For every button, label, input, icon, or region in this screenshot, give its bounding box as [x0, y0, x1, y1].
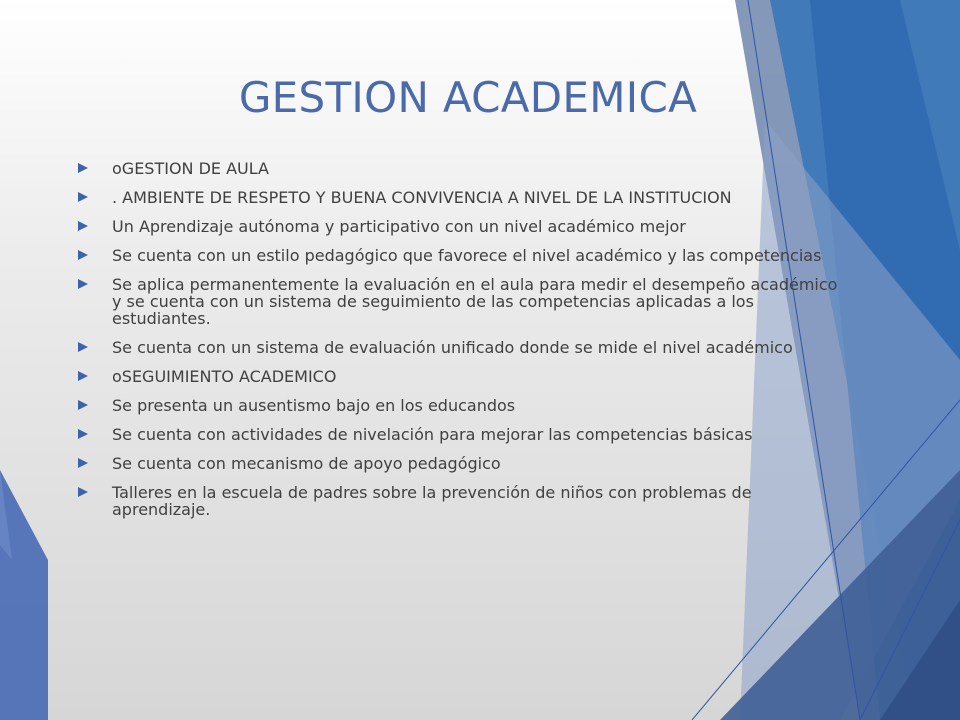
triangle-right-icon	[78, 221, 88, 231]
bullet-item-11	[78, 484, 838, 518]
bullet-item-9	[78, 426, 838, 443]
bullet-text: Se presenta un ausentismo bajo en los educandos	[112, 396, 516, 415]
bullet-text: Se cuenta con un estilo pedagógico que favorece el nivel académico y las competencias	[112, 246, 822, 265]
bullet-item-10	[78, 455, 838, 472]
bullet-text: . AMBIENTE DE RESPETO Y BUENA CONVIVENCIA A NIVEL DE LA INSTITUCION	[112, 188, 732, 207]
triangle-right-icon	[78, 192, 88, 202]
page-title: GESTION ACADEMICA	[238, 73, 698, 122]
bullet-item-4	[78, 247, 838, 264]
triangle-right-icon	[78, 400, 88, 410]
bullet-text: Se aplica permanentemente la evaluación en el aula para medir el desempeño académico y se cuenta con un sistema de seguimiento de las competencias aplicadas a los estudiantes.	[112, 275, 838, 328]
triangle-right-icon	[78, 342, 88, 352]
triangle-right-icon	[78, 458, 88, 468]
triangle-right-icon	[78, 429, 88, 439]
triangle-right-icon	[78, 250, 88, 260]
triangle-right-icon	[78, 163, 88, 173]
left-blue-strip	[0, 470, 48, 720]
triangle-right-icon	[78, 371, 88, 381]
bullet-list	[78, 160, 838, 530]
bullet-text: oGESTION DE AULA	[112, 159, 269, 178]
bullet-item-3	[78, 218, 838, 235]
bullet-text: Se cuenta con mecanismo de apoyo pedagógico	[112, 454, 501, 473]
bullet-item-7	[78, 368, 838, 385]
bullet-text: Se cuenta con actividades de nivelación para mejorar las competencias básicas	[112, 425, 753, 444]
bullet-text: Se cuenta con un sistema de evaluación unificado donde se mide el nivel académico	[112, 338, 793, 357]
bullet-item-1	[78, 160, 838, 177]
triangle-right-icon	[78, 487, 88, 497]
bullet-text: oSEGUIMIENTO ACADEMICO	[112, 367, 337, 386]
triangle-right-icon	[78, 279, 88, 289]
bullet-item-6	[78, 339, 838, 356]
bullet-item-8	[78, 397, 838, 414]
bullet-text: Un Aprendizaje autónoma y participativo con un nivel académico mejor	[112, 217, 686, 236]
bullet-item-5	[78, 276, 838, 327]
bullet-item-2	[78, 189, 838, 206]
bullet-text: Talleres en la escuela de padres sobre la prevención de niños con problemas de aprendizaje.	[112, 483, 752, 519]
